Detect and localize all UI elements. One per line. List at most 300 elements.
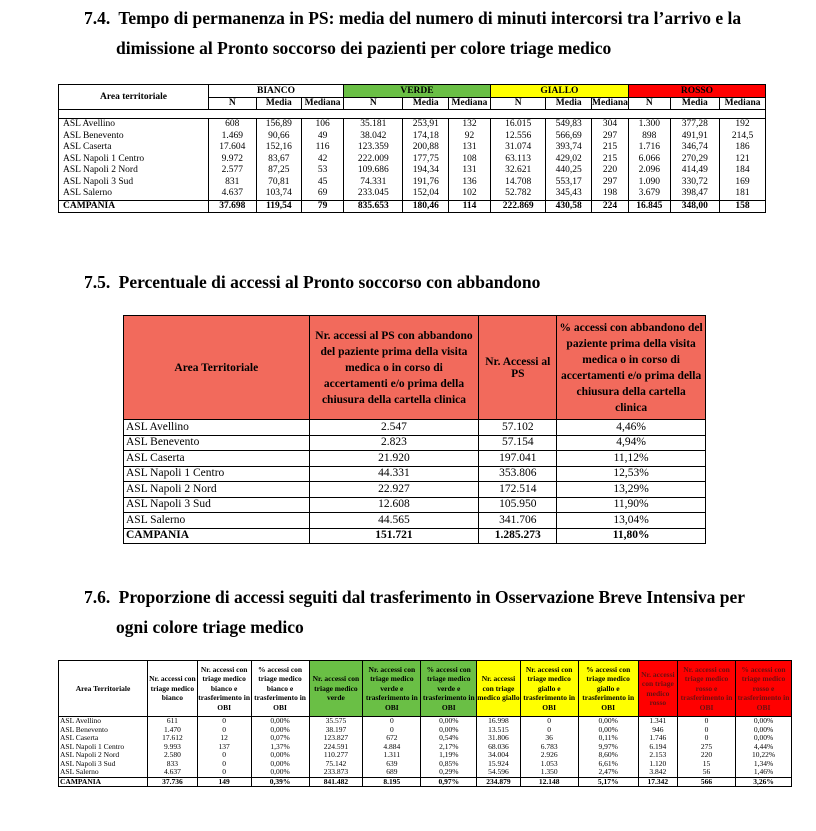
value-cell: 57.154 (479, 435, 557, 451)
value-cell: 0,00% (251, 768, 309, 777)
value-cell: 6.783 (520, 743, 578, 752)
value-cell: 70,81 (256, 177, 302, 189)
value-cell: 44.565 (309, 513, 479, 529)
value-cell: 224 (592, 200, 629, 213)
header-area: Area Territoriale (124, 316, 310, 420)
obi-header-2: Nr. accessi con triage medico bianco e trasferimento in OBI (197, 661, 251, 717)
value-cell: 346,74 (670, 142, 720, 154)
value-cell: 430,58 (546, 200, 592, 213)
section-number: 7.6. (84, 587, 111, 607)
value-cell: 0,00% (251, 751, 309, 760)
value-cell: 9.972 (209, 154, 257, 166)
value-cell: 1.350 (520, 768, 578, 777)
table-abbandono (123, 315, 706, 544)
value-cell: 11,12% (557, 451, 706, 467)
table-row (124, 451, 706, 467)
value-cell: 8.195 (363, 777, 421, 787)
area-cell: ASL Napoli 3 Sud (59, 760, 148, 769)
obi-header-0: Area Territoriale (59, 661, 148, 717)
value-cell: 0,07% (251, 734, 309, 743)
value-cell: 2.577 (209, 165, 257, 177)
area-cell: ASL Napoli 1 Centro (59, 154, 209, 166)
value-cell: 0 (520, 726, 578, 735)
value-cell: 4,44% (736, 743, 792, 752)
value-cell: 330,72 (670, 177, 720, 189)
value-cell: 63.113 (490, 154, 545, 166)
value-cell: 0 (197, 717, 251, 726)
value-cell: 270,29 (670, 154, 720, 166)
value-cell: 152,16 (256, 142, 302, 154)
area-cell: ASL Salerno (59, 768, 148, 777)
value-cell: 12.608 (309, 497, 479, 513)
value-cell: 1,34% (736, 760, 792, 769)
value-cell: 2.580 (148, 751, 198, 760)
value-cell: 1.746 (638, 734, 677, 743)
area-cell: ASL Benevento (59, 726, 148, 735)
value-cell: 149 (197, 777, 251, 787)
value-cell: 174,18 (403, 131, 449, 143)
value-cell: 119,54 (256, 200, 302, 213)
obi-header-6: % accessi con triage medico verde e trasferimento in OBI (421, 661, 477, 717)
value-cell: 304 (592, 119, 629, 131)
value-cell: 898 (628, 131, 670, 143)
header-perc-abbandono: % accessi con abbandono del paziente prima della visita medica o in corso di accertamenti e/o prima della chiusura della cartella clinica (557, 316, 706, 420)
area-cell: ASL Avellino (59, 717, 148, 726)
table-row (59, 131, 766, 143)
value-cell: 136 (449, 177, 491, 189)
value-cell: 6,61% (578, 760, 638, 769)
value-cell: 74.331 (344, 177, 403, 189)
table-row (124, 513, 706, 529)
value-cell: 194,34 (403, 165, 449, 177)
section-7-5-heading (84, 268, 540, 296)
value-cell: 1.285.273 (479, 528, 557, 544)
value-cell: 200,88 (403, 142, 449, 154)
value-cell: 105.950 (479, 497, 557, 513)
value-cell: 181 (720, 188, 766, 200)
value-cell: 841.482 (309, 777, 363, 787)
value-cell: 0 (197, 768, 251, 777)
total-row (59, 200, 766, 213)
area-cell: ASL Napoli 1 Centro (59, 743, 148, 752)
value-cell: 116 (302, 142, 344, 154)
value-cell: 4.637 (209, 188, 257, 200)
obi-header-3: % accessi con triage medico bianco e trasferimento in OBI (251, 661, 309, 717)
area-cell: ASL Napoli 2 Nord (59, 165, 209, 177)
obi-header-12: % accessi con triage medico rosso e trasferimento in OBI (736, 661, 792, 717)
value-cell: 31.806 (477, 734, 520, 743)
area-cell: ASL Benevento (124, 435, 310, 451)
value-cell: 87,25 (256, 165, 302, 177)
subheader-n-3: N (344, 97, 403, 110)
value-cell: 151.721 (309, 528, 479, 544)
value-cell: 2,47% (578, 768, 638, 777)
value-cell: 197.041 (479, 451, 557, 467)
value-cell: 15 (678, 760, 736, 769)
value-cell: 566,69 (546, 131, 592, 143)
value-cell: 44.331 (309, 466, 479, 482)
value-cell: 831 (209, 177, 257, 189)
section-7-4-heading-line2: dimissione al Pronto soccorso dei pazienti per colore triage medico (116, 38, 612, 58)
value-cell: 37.698 (209, 200, 257, 213)
value-cell: 37.736 (148, 777, 198, 787)
value-cell: 0,00% (736, 734, 792, 743)
value-cell: 414,49 (670, 165, 720, 177)
value-cell: 3.842 (638, 768, 677, 777)
area-cell: ASL Caserta (59, 142, 209, 154)
value-cell: 191,76 (403, 177, 449, 189)
value-cell: 345,43 (546, 188, 592, 200)
value-cell: 11,90% (557, 497, 706, 513)
value-cell: 17.342 (638, 777, 677, 787)
value-cell: 0,00% (578, 717, 638, 726)
value-cell: 9.993 (148, 743, 198, 752)
section-title-line1: Tempo di permanenza in PS: media del numero di minuti intercorsi tra l’arrivo e la (118, 8, 742, 28)
value-cell: 110.277 (309, 751, 363, 760)
area-cell: ASL Napoli 3 Sud (59, 177, 209, 189)
value-cell: 2.926 (520, 751, 578, 760)
value-cell: 689 (363, 768, 421, 777)
value-cell: 1.090 (628, 177, 670, 189)
table-row (59, 165, 766, 177)
section-7-6-heading (84, 583, 784, 611)
value-cell: 38.042 (344, 131, 403, 143)
table-row (124, 497, 706, 513)
value-cell: 36 (520, 734, 578, 743)
value-cell: 11,80% (557, 528, 706, 544)
table-row (124, 435, 706, 451)
value-cell: 9,97% (578, 743, 638, 752)
subheader-mediana-5: Mediana (449, 97, 491, 110)
section-title-line1: Proporzione di accessi seguiti dal trasferimento in Osservazione Breve Intensiva per (118, 587, 745, 607)
value-cell: 109.686 (344, 165, 403, 177)
area-cell: ASL Salerno (124, 513, 310, 529)
area-cell: ASL Avellino (124, 420, 310, 436)
value-cell: 946 (638, 726, 677, 735)
value-cell: 2.547 (309, 420, 479, 436)
value-cell: 549,83 (546, 119, 592, 131)
value-cell: 152,04 (403, 188, 449, 200)
value-cell: 639 (363, 760, 421, 769)
value-cell: 0,00% (578, 726, 638, 735)
value-cell: 2.096 (628, 165, 670, 177)
subheader-mediana-8: Mediana (592, 98, 628, 109)
section-7-4-heading (84, 4, 784, 32)
table-row (59, 768, 792, 777)
value-cell: 0 (678, 734, 736, 743)
total-row (59, 777, 792, 787)
value-cell: 131 (449, 165, 491, 177)
value-cell: 553,17 (546, 177, 592, 189)
subheader-mediana-2: Mediana (302, 97, 344, 110)
area-cell: ASL Avellino (59, 119, 209, 131)
table-row (59, 177, 766, 189)
value-cell: 68.036 (477, 743, 520, 752)
table-row (59, 119, 766, 131)
area-cell: ASL Napoli 2 Nord (124, 482, 310, 498)
area-cell: ASL Benevento (59, 131, 209, 143)
value-cell: 132 (449, 119, 491, 131)
subheader-media-7: Media (546, 97, 592, 110)
section-number: 7.4. (84, 8, 111, 28)
value-cell: 1.716 (628, 142, 670, 154)
value-cell: 1.053 (520, 760, 578, 769)
value-cell: 38.197 (309, 726, 363, 735)
obi-header-8: Nr. accessi con triage medico giallo e trasferimento in OBI (520, 661, 578, 717)
value-cell: 353.806 (479, 466, 557, 482)
subheader-media-4: Media (403, 97, 449, 110)
value-cell: 0 (678, 717, 736, 726)
value-cell: 198 (592, 188, 629, 200)
value-cell: 0,54% (421, 734, 477, 743)
value-cell: 0,00% (251, 726, 309, 735)
value-cell: 1.120 (638, 760, 677, 769)
value-cell: 398,47 (670, 188, 720, 200)
subheader-mediana-11: Mediana (720, 97, 766, 110)
value-cell: 35.575 (309, 717, 363, 726)
value-cell: 297 (592, 131, 629, 143)
value-cell: 17.604 (209, 142, 257, 154)
value-cell: 4.884 (363, 743, 421, 752)
value-cell: 6.194 (638, 743, 677, 752)
value-cell: 21.920 (309, 451, 479, 467)
value-cell: 49 (302, 131, 344, 143)
value-cell: 0,29% (421, 768, 477, 777)
value-cell: 2.153 (638, 751, 677, 760)
value-cell: 440,25 (546, 165, 592, 177)
value-cell: 10,22% (736, 751, 792, 760)
value-cell: 22.927 (309, 482, 479, 498)
value-cell: 233.873 (309, 768, 363, 777)
area-cell: CAMPANIA (59, 200, 209, 213)
value-cell: 15.924 (477, 760, 520, 769)
value-cell: 42 (302, 154, 344, 166)
value-cell: 377,28 (670, 119, 720, 131)
table-row (124, 466, 706, 482)
value-cell: 156,89 (256, 119, 302, 131)
obi-header-11: Nr. accessi con triage medico rosso e trasferimento in OBI (678, 661, 736, 717)
value-cell: 0 (197, 760, 251, 769)
value-cell: 32.621 (490, 165, 545, 177)
value-cell: 108 (449, 154, 491, 166)
value-cell: 1,19% (421, 751, 477, 760)
value-cell: 222.869 (490, 200, 545, 213)
value-cell: 137 (197, 743, 251, 752)
value-cell: 69 (302, 188, 344, 200)
value-cell: 169 (720, 177, 766, 189)
value-cell: 0,85% (421, 760, 477, 769)
value-cell: 184 (720, 165, 766, 177)
value-cell: 106 (302, 119, 344, 131)
value-cell: 54.596 (477, 768, 520, 777)
group-rosso: ROSSO (628, 85, 765, 98)
value-cell: 35.181 (344, 119, 403, 131)
value-cell: 341.706 (479, 513, 557, 529)
value-cell: 491,91 (670, 131, 720, 143)
subheader-media-10: Media (670, 97, 720, 110)
area-cell: ASL Salerno (59, 188, 209, 200)
area-cell: ASL Napoli 2 Nord (59, 751, 148, 760)
table-obi (58, 660, 792, 787)
value-cell: 1.469 (209, 131, 257, 143)
value-cell: 31.074 (490, 142, 545, 154)
section-title: Percentuale di accessi al Pronto soccorso con abbandono (118, 272, 541, 292)
area-cell: ASL Caserta (124, 451, 310, 467)
table-row (124, 420, 706, 436)
subheader-media-1: Media (256, 97, 302, 110)
value-cell: 566 (678, 777, 736, 787)
value-cell: 1,37% (251, 743, 309, 752)
value-cell: 177,75 (403, 154, 449, 166)
value-cell: 611 (148, 717, 198, 726)
value-cell: 192 (720, 119, 766, 131)
value-cell: 0,00% (251, 760, 309, 769)
value-cell: 13,04% (557, 513, 706, 529)
header-nr-abbandono: Nr. accessi al PS con abbandono del paziente prima della visita medica o in corso di accertamenti e/o prima della chiusura della cartella clinica (309, 316, 479, 420)
value-cell: 348,00 (670, 200, 720, 213)
value-cell: 12 (197, 734, 251, 743)
value-cell: 215 (592, 142, 629, 154)
value-cell: 131 (449, 142, 491, 154)
value-cell: 13.515 (477, 726, 520, 735)
value-cell: 0 (197, 726, 251, 735)
table-row (59, 154, 766, 166)
value-cell: 3.679 (628, 188, 670, 200)
value-cell: 1.470 (148, 726, 198, 735)
table-row (124, 482, 706, 498)
value-cell: 0,00% (736, 726, 792, 735)
table-row (59, 188, 766, 200)
value-cell: 121 (720, 154, 766, 166)
value-cell: 180,46 (403, 200, 449, 213)
value-cell: 12,53% (557, 466, 706, 482)
obi-header-7: Nr. accessi con triage medico giallo (477, 661, 520, 717)
obi-header-9: % accessi con triage medico giallo e trasferimento in OBI (578, 661, 638, 717)
value-cell: 393,74 (546, 142, 592, 154)
value-cell: 103,74 (256, 188, 302, 200)
value-cell: 233.045 (344, 188, 403, 200)
obi-header-5: Nr. accessi con triage medico verde e trasferimento in OBI (363, 661, 421, 717)
value-cell: 17.612 (148, 734, 198, 743)
value-cell: 672 (363, 734, 421, 743)
value-cell: 0,39% (251, 777, 309, 787)
value-cell: 215 (592, 154, 629, 166)
table-permanenza-ps (58, 84, 766, 213)
value-cell: 52.782 (490, 188, 545, 200)
area-cell: CAMPANIA (59, 777, 148, 787)
value-cell: 0 (520, 717, 578, 726)
value-cell: 75.142 (309, 760, 363, 769)
value-cell: 57.102 (479, 420, 557, 436)
value-cell: 53 (302, 165, 344, 177)
group-giallo: GIALLO (490, 85, 628, 98)
value-cell: 5,17% (578, 777, 638, 787)
table-row (59, 142, 766, 154)
value-cell: 172.514 (479, 482, 557, 498)
value-cell: 0 (197, 751, 251, 760)
obi-header-10: Nr. accessi con triage medico rosso (638, 661, 677, 717)
value-cell: 2.823 (309, 435, 479, 451)
value-cell: 0,11% (578, 734, 638, 743)
value-cell: 833 (148, 760, 198, 769)
value-cell: 0,00% (251, 717, 309, 726)
value-cell: 0,97% (421, 777, 477, 787)
area-cell: ASL Napoli 3 Sud (124, 497, 310, 513)
value-cell: 158 (720, 200, 766, 213)
header-nr-accessi: Nr. Accessi al PS (479, 316, 557, 420)
value-cell: 1.300 (628, 119, 670, 131)
value-cell: 222.009 (344, 154, 403, 166)
value-cell: 220 (592, 165, 629, 177)
value-cell: 2,17% (421, 743, 477, 752)
value-cell: 114 (449, 200, 491, 213)
value-cell: 0,00% (421, 717, 477, 726)
value-cell: 0,00% (421, 726, 477, 735)
value-cell: 16.015 (490, 119, 545, 131)
value-cell: 224.591 (309, 743, 363, 752)
value-cell: 123.359 (344, 142, 403, 154)
section-number: 7.5. (84, 272, 111, 292)
value-cell: 45 (302, 177, 344, 189)
value-cell: 0 (678, 726, 736, 735)
value-cell: 275 (678, 743, 736, 752)
value-cell: 12.148 (520, 777, 578, 787)
group-bianco: BIANCO (209, 85, 344, 98)
value-cell: 14.708 (490, 177, 545, 189)
value-cell: 429,02 (546, 154, 592, 166)
value-cell: 83,67 (256, 154, 302, 166)
total-row (124, 528, 706, 544)
value-cell: 220 (678, 751, 736, 760)
value-cell: 79 (302, 200, 344, 213)
value-cell: 186 (720, 142, 766, 154)
group-verde: VERDE (344, 85, 491, 98)
area-header: Area territoriale (59, 85, 209, 110)
value-cell: 102 (449, 188, 491, 200)
value-cell: 6.066 (628, 154, 670, 166)
value-cell: 56 (678, 768, 736, 777)
value-cell: 297 (592, 177, 629, 189)
value-cell: 0 (363, 726, 421, 735)
area-cell: ASL Caserta (59, 734, 148, 743)
value-cell: 34.004 (477, 751, 520, 760)
value-cell: 835.653 (344, 200, 403, 213)
value-cell: 3,26% (736, 777, 792, 787)
value-cell: 92 (449, 131, 491, 143)
value-cell: 123.827 (309, 734, 363, 743)
value-cell: 4.637 (148, 768, 198, 777)
value-cell: 1,46% (736, 768, 792, 777)
value-cell: 608 (209, 119, 257, 131)
value-cell: 1.341 (638, 717, 677, 726)
value-cell: 1.311 (363, 751, 421, 760)
subheader-n-9: N (628, 97, 670, 110)
value-cell: 90,66 (256, 131, 302, 143)
area-cell: CAMPANIA (124, 528, 310, 544)
value-cell: 16.845 (628, 200, 670, 213)
value-cell: 8,60% (578, 751, 638, 760)
obi-header-1: Nr. accessi con triage medico bianco (148, 661, 198, 717)
value-cell: 214,5 (720, 131, 766, 143)
value-cell: 253,91 (403, 119, 449, 131)
section-7-6-heading-line2: ogni colore triage medico (116, 617, 304, 637)
value-cell: 13,29% (557, 482, 706, 498)
value-cell: 234.879 (477, 777, 520, 787)
value-cell: 12.556 (490, 131, 545, 143)
area-cell: ASL Napoli 1 Centro (124, 466, 310, 482)
subheader-n-0: N (209, 97, 257, 110)
value-cell: 4,94% (557, 435, 706, 451)
